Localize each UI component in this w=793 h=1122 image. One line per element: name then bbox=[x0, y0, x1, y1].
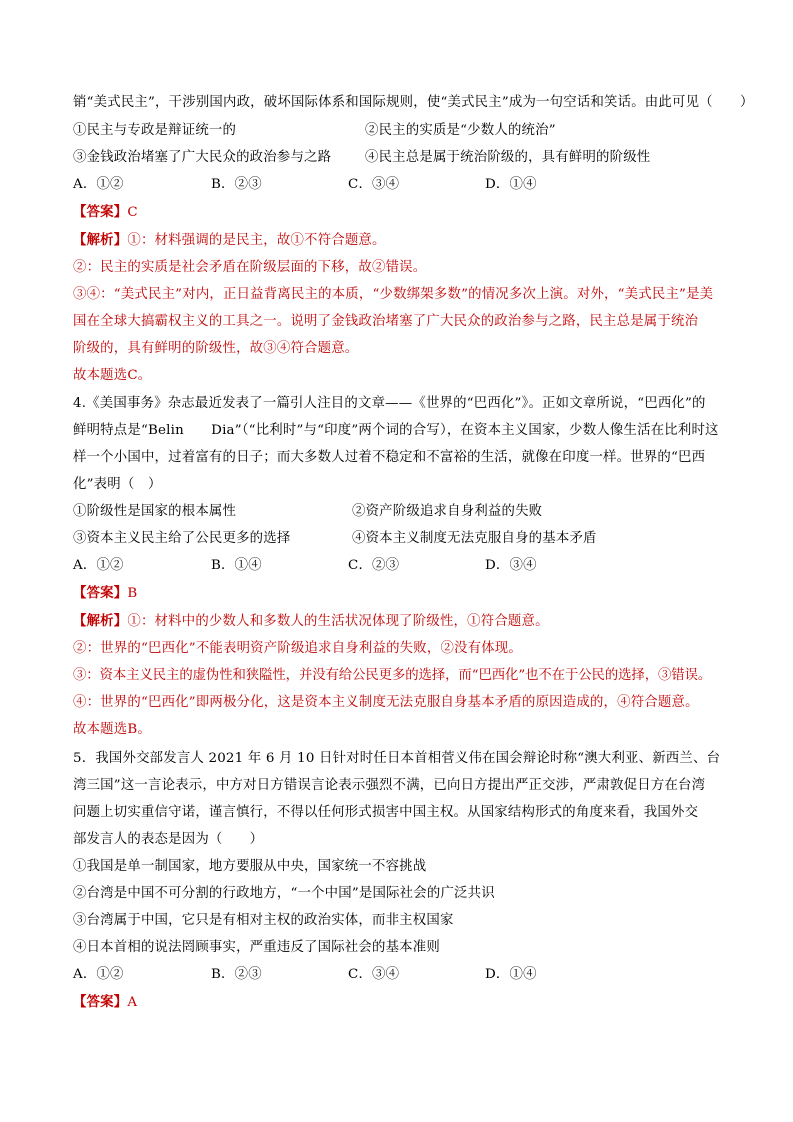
q3-answer bbox=[73, 203, 733, 222]
q4-conclusion: 故本题选B。 bbox=[73, 722, 151, 737]
q4-analysis-4: ④：世界的“巴西化”即两极分化，这是资本主义制度无法克服自身基本矛盾的原因造成的，④符合题意。 bbox=[73, 695, 699, 710]
q4-answer-value: B bbox=[127, 586, 138, 601]
q5-stem-3: 问题上切实重信守诺，谨言慎行，不得以任何形式损害中国主权。从国家结构形式的角度来看，我国外交 bbox=[73, 805, 699, 820]
q3-option-c: C．③④ bbox=[348, 177, 400, 192]
q4-analysis-3: ③：资本主义民主的虚伪性和狭隘性，并没有给公民更多的选择，而“巴西化”也不在于公民的选择，③错误。 bbox=[73, 668, 712, 683]
q4-statement-2: ②资产阶级追求自身利益的失败 bbox=[352, 504, 543, 519]
q4-statement-row-1 bbox=[73, 502, 733, 521]
q5-statement-4: ④日本首相的说法罔顾事实，严重违反了国际社会的基本准则 bbox=[73, 940, 440, 955]
q5-option-b: B．②③ bbox=[211, 967, 262, 982]
q4-analysis-2: ②：世界的“巴西化”不能表明资产阶级追求自身利益的失败，②没有体现。 bbox=[73, 641, 522, 656]
q4-answer bbox=[73, 584, 733, 603]
q3-answer-tag: 【答案】 bbox=[73, 204, 128, 220]
q3-statement-row-2 bbox=[73, 148, 733, 167]
q4-statement-row-2 bbox=[73, 529, 733, 548]
q3-statement-3: ③金钱政治堵塞了广大民众的政治参与之路 bbox=[73, 150, 332, 165]
q4-option-b: B．①④ bbox=[211, 558, 262, 573]
q3-statement-row-1 bbox=[73, 121, 733, 140]
q4-stem-1: 4.《美国事务》杂志最近发表了一篇引人注目的文章——《世界的“巴西化”》。正如文章所说，“巴西化”的 bbox=[73, 396, 706, 411]
q3-stem-tail: 销“美式民主”，干涉别国内政，破坏国际体系和国际规则，使“美式民主”成为一句空话和笑话。由此可见（ ） bbox=[73, 95, 754, 110]
q3-analysis-1 bbox=[73, 231, 733, 250]
q4-stem-2: 鲜明特点是“Belin Dia”（“比利时”与“印度”两个词的合写），在资本主义国家，少数人像生活在比利时这 bbox=[73, 423, 719, 438]
q3-option-d: D．①④ bbox=[485, 177, 537, 192]
q5-option-d: D．①④ bbox=[485, 967, 537, 982]
q5-option-a: A．①② bbox=[73, 967, 124, 982]
q4-option-a: A．①② bbox=[73, 558, 124, 573]
q3-analysis-5: 阶级的，具有鲜明的阶级性，故③④符合题意。 bbox=[73, 341, 359, 356]
q4-option-c: C．②③ bbox=[348, 558, 400, 573]
q3-conclusion: 故本题选C。 bbox=[73, 368, 152, 383]
q4-analysis-tag: 【解析】 bbox=[73, 613, 128, 629]
q4-analysis-text-1: ①：材料中的少数人和多数人的生活状况体现了阶级性，①符合题意。 bbox=[127, 614, 549, 629]
q4-analysis-1 bbox=[73, 612, 733, 631]
q5-answer-value: A bbox=[127, 995, 138, 1010]
q5-statement-2: ②台湾是中国不可分割的行政地方，“一个中国”是国际社会的广泛共识 bbox=[73, 886, 495, 901]
q3-analysis-tag: 【解析】 bbox=[73, 232, 128, 248]
q3-analysis-4: 国在全球大搞霸权主义的工具之一。说明了金钱政治堵塞了广大民众的政治参与之路，民主总是属于统治 bbox=[73, 314, 699, 329]
q4-statement-3: ③资本主义民主给了公民更多的选择 bbox=[73, 531, 291, 546]
q5-answer bbox=[73, 993, 733, 1012]
q5-statement-3: ③台湾属于中国，它只是有相对主权的政治实体，而非主权国家 bbox=[73, 913, 454, 928]
q3-answer-value: C bbox=[127, 205, 138, 220]
q5-stem-4: 部发言人的表态是因为（ ） bbox=[73, 832, 264, 847]
q5-statement-1: ①我国是单一制国家，地方要服从中央，国家统一不容挑战 bbox=[73, 859, 427, 874]
q4-stem-3: 样一个小国中，过着富有的日子；而大多数人过着不稳定和不富裕的生活，就像在印度一样。世界的“巴西 bbox=[73, 450, 706, 465]
q4-statement-1: ①阶级性是国家的根本属性 bbox=[73, 504, 237, 519]
q3-option-a: A．①② bbox=[73, 177, 124, 192]
q3-analysis-3: ③④：“美式民主”对内，正日益背离民主的本质，“少数绑架多数”的情况多次上演。对外，“美式民主”是美 bbox=[73, 287, 714, 302]
q4-option-d: D．③④ bbox=[485, 558, 537, 573]
q4-statement-4: ④资本主义制度无法克服自身的基本矛盾 bbox=[352, 531, 597, 546]
q4-stem-4: 化”表明（ ） bbox=[73, 477, 162, 492]
q5-stem-1: 5．我国外交部发言人 2021 年 6 月 10 日针对时任日本首相菅义伟在国会辩论时称“澳大利亚、新西兰、台 bbox=[73, 751, 721, 766]
q3-analysis-2: ②：民主的实质是社会矛盾在阶级层面的下移，故②错误。 bbox=[73, 260, 427, 275]
q3-statement-2: ②民主的实质是“少数人的统治” bbox=[365, 123, 556, 138]
q3-statement-1: ①民主与专政是辩证统一的 bbox=[73, 123, 237, 138]
q5-answer-tag: 【答案】 bbox=[73, 994, 128, 1010]
q3-statement-4: ④民主总是属于统治阶级的，具有鲜明的阶级性 bbox=[365, 150, 651, 165]
q5-stem-2: 湾三国”这一言论表示，中方对日方错误言论表示强烈不满，已向日方提出严正交涉，严肃敦促日方在台湾 bbox=[73, 778, 706, 793]
q4-answer-tag: 【答案】 bbox=[73, 585, 128, 601]
q3-option-b: B．②③ bbox=[211, 177, 262, 192]
q3-analysis-text-1: ①：材料强调的是民主，故①不符合题意。 bbox=[127, 233, 386, 248]
q5-option-c: C．③④ bbox=[348, 967, 400, 982]
